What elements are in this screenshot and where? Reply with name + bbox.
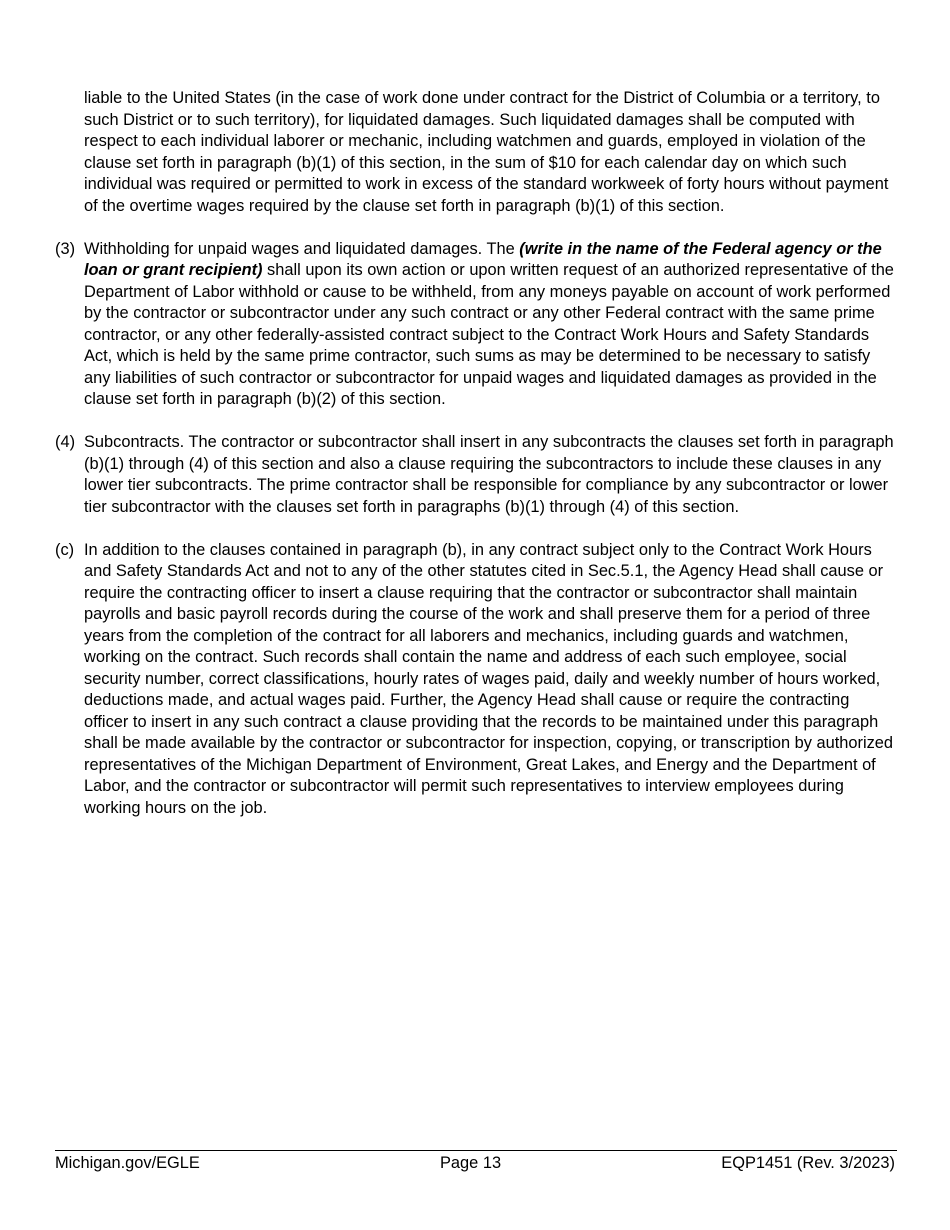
paragraph-marker: (3) <box>55 239 76 258</box>
paragraph-text: In addition to the clauses contained in paragraph (b), in any contract subject only to the Contract Work Hours and Safety Standards Act and not to any of the other statutes cited in Sec.5.1, the Agency Head shall cause or require the contracting officer to insert a clause requiring that the contractor or subcontractor shall maintain payrolls and basic payroll records during the course of the work and shall preserve them for a period of three years from the completion of the contract for all laborers and mechanics, including guards and watchmen, working on the contract. Such records shall contain the name and address of each such employee, social security number, correct classifications, hourly rates of wages paid, daily and weekly number of hours worked, deductions made, and actual wages paid. Further, the Agency Head shall cause or require the contracting officer to insert in any such contract a clause providing that the records to be maintained under this paragraph shall be made available by the contractor or subcontractor for inspection, copying, or transcription by authorized representatives of the Michigan Department of Environment, Great Lakes, and Energy and the Department of Labor, and the contractor or subcontractor will permit such representatives to interview employees during working hours on the job. <box>84 540 894 817</box>
paragraph-text: shall upon its own action or upon written request of an authorized representative of the Department of Labor withhold or cause to be withheld, from any moneys payable on account of work performed by the contractor or subcontractor under any such contract or any other Federal contract with the same prime contractor, or any other federally-assisted contract subject to the Contract Work Hours and Safety Standards Act, which is held by the same prime contractor, such sums as may be determined to be necessary to satisfy any liabilities of such contractor or subcontractor for unpaid wages and liquidated damages as provided in the clause set forth in paragraph (b)(2) of this section. <box>84 261 894 408</box>
paragraph-continuation-liquidated-damages <box>55 88 897 217</box>
agency-placeholder-emphasis: (write in the name of the Federal agency or the loan or grant recipient) <box>84 239 882 279</box>
paragraph-3-withholding <box>55 239 897 411</box>
paragraph-text: Withholding for unpaid wages and liquidated damages. The <box>84 239 520 258</box>
footer-divider <box>55 1150 897 1151</box>
paragraph-marker: (4) <box>55 433 76 451</box>
paragraph-text: liable to the United States (in the case of work done under contract for the District of Columbia or a territory, to such District or to such territory), for liquidated damages. Such liquidated damages shall be computed with respect to each individual laborer or mechanic, including watchmen and guards, employed in violation of the clause set forth in paragraph (b)(1) of this section, in the sum of $10 for each calendar day on which such individual was required or permitted to work in excess of the standard workweek of forty hours without payment of the overtime wages required by the clause set forth in paragraph (b)(1) of this section. <box>84 89 889 215</box>
document-body <box>55 88 897 819</box>
paragraph-c-payroll-records <box>55 540 897 820</box>
footer-page-number: Page 13 <box>440 1154 502 1172</box>
footer-website: Michigan.gov/EGLE <box>55 1154 200 1172</box>
paragraph-4-subcontracts <box>55 432 897 518</box>
footer-form-number: EQP1451 (Rev. 3/2023) <box>721 1154 895 1172</box>
paragraph-marker: (c) <box>55 540 75 559</box>
paragraph-text: Subcontracts. The contractor or subcontractor shall insert in any subcontracts the clauses set forth in paragraph (b)(1) through (4) of this section and also a clause requiring the subcontractors to include these clauses in any lower tier subcontracts. The prime contractor shall be responsible for compliance by any subcontractor or lower tier subcontractor with the clauses set forth in paragraphs (b)(1) through (4) of this section. <box>84 433 894 516</box>
